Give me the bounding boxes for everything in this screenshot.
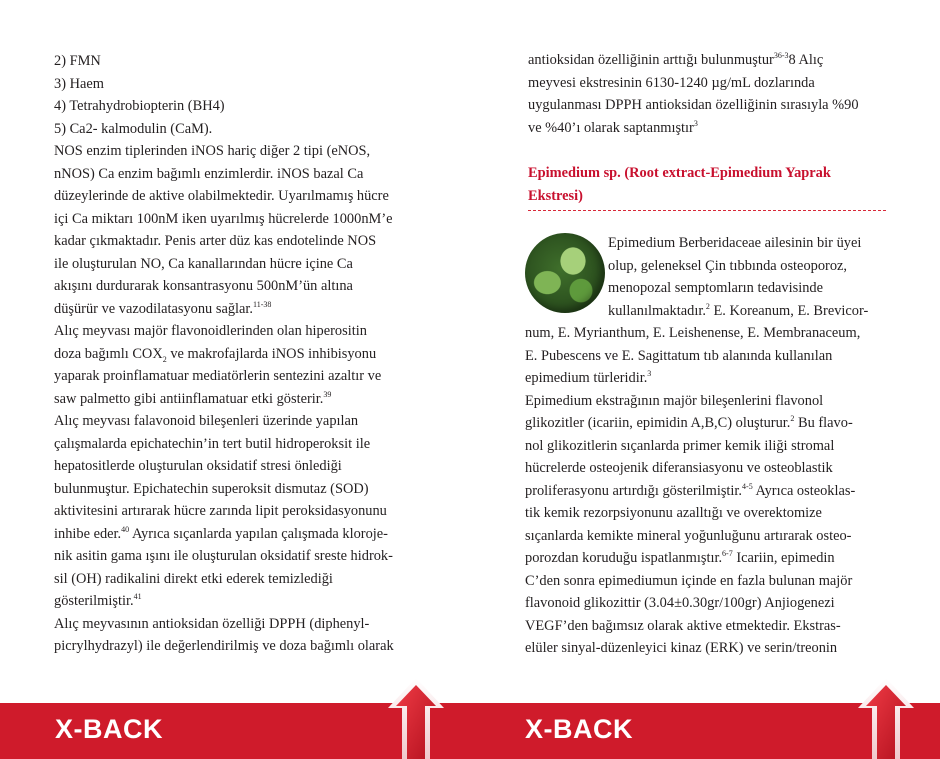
text-line: içi Ca miktarı 100nM iken uyarılmış hücrelerde 1000nM’e	[54, 210, 393, 227]
text-fragment: epimedium türleridir.	[525, 370, 648, 386]
reference-superscript: 39	[323, 389, 332, 399]
text-fragment: ve makrofajlarda iNOS inhibisyonu	[166, 345, 377, 362]
text-line: menopozal semptomların tedavisinde	[608, 280, 824, 296]
reference-superscript: 11-38	[253, 299, 272, 309]
text-line: hücrelerde osteojenik diferansiasyonu ve osteoblastik	[525, 460, 833, 476]
reference-superscript: 6-7	[722, 549, 733, 559]
reference-superscript: 2	[705, 301, 710, 311]
text-line	[54, 298, 416, 321]
text-line: 4) Tetrahydrobiopterin (BH4)	[54, 98, 225, 114]
text-line: hepatositlerde oluşturulan oksidatif stresi önlediği	[54, 458, 342, 474]
text-fragment: antioksidan özelliğinin arttığı bulunmuştur	[528, 52, 774, 68]
text-line: Alıç meyvası majör flavonoidlerinden olan hiperositin	[54, 323, 367, 339]
up-arrow-icon[interactable]	[858, 678, 914, 759]
reference-superscript: 40	[121, 524, 130, 534]
right-body-text	[525, 232, 893, 660]
text-fragment: glikozitler (icariin, epimidin A,B,C) oluşturur.	[525, 415, 791, 431]
text-line: nNOS) Ca enzim bağımlı enzimlerdir. iNOS bazal Ca	[54, 165, 364, 182]
text-fragment: doza bağımlı COX	[54, 345, 163, 362]
text-line: VEGF’den bağımsız olarak aktive etmektedir. Ekstras-	[525, 617, 841, 634]
text-line: ile oluşturulan NO, Ca kanallarından hücre içine Ca	[54, 255, 353, 272]
reference-superscript: 3	[693, 118, 698, 128]
text-fragment: E. Koreanum, E. Brevicor-	[709, 302, 869, 319]
brand-logo: X-BACK	[525, 714, 633, 744]
text-line	[525, 547, 893, 570]
right-page	[470, 0, 940, 759]
text-fragment: kullanılmaktadır.	[608, 302, 706, 319]
text-line: num, E. Myrianthum, E. Leishenense, E. Membranaceum,	[525, 325, 861, 341]
reference-superscript: 41	[133, 592, 142, 602]
text-line: aktivitesini artırarak hücre zarında lipit peroksidasyonunu	[54, 503, 387, 519]
text-fragment: Ayrıca sıçanlarda yapılan çalışmada kloroje-	[129, 525, 388, 542]
text-line: elüler sinyal-düzenleyici kinaz (ERK) ve serin/treonin	[525, 640, 838, 656]
text-fragment: gösterilmiştir.	[54, 593, 134, 609]
text-line: 2) FMN	[54, 53, 101, 69]
text-line	[528, 117, 890, 140]
text-line	[525, 480, 893, 503]
text-line: meyvesi ekstresinin 6130-1240 µg/mL dozlarında	[528, 74, 815, 91]
text-line: uygulanması DPPH antioksidan özelliğinin sırasıyla %90	[528, 97, 859, 113]
text-line: nik asitin gama ışını ile oluşturulan oksidatif sreste hidrok-	[54, 548, 393, 564]
text-line	[54, 523, 416, 546]
text-line	[525, 300, 893, 323]
text-line: Alıç meyvası falavonoid bileşenleri üzerinde yapılan	[54, 413, 359, 429]
reference-superscript: 3	[647, 369, 652, 379]
text-line: Epimedium ekstrağının majör bileşenlerini flavonol	[525, 392, 824, 409]
section-heading	[528, 162, 908, 207]
text-line	[54, 590, 416, 613]
text-fragment: Bu flavo-	[794, 415, 853, 431]
brand-logo: X-BACK	[55, 714, 163, 744]
text-fragment: Icariin, epimedin	[732, 550, 835, 566]
heading-line: Ekstresi)	[528, 187, 583, 204]
text-line	[525, 412, 893, 435]
text-line: C’den sonra epimediumun içinde en fazla bulunan majör	[525, 572, 853, 589]
text-line: Epimedium Berberidaceae ailesinin bir üyei	[608, 235, 862, 251]
text-line: nol glikozitlerin sıçanlarda primer kemik iliği stromal	[525, 437, 835, 454]
text-line	[54, 343, 416, 366]
heading-line: Epimedium sp. (Root extract-Epimedium Yaprak	[528, 165, 831, 181]
subscript: 2	[162, 354, 167, 364]
up-arrow-icon[interactable]	[388, 678, 444, 759]
text-line: kadar çıkmaktadır. Penis arter düz kas endotelinde NOS	[54, 233, 377, 249]
right-top-paragraph	[528, 49, 890, 139]
text-line	[525, 367, 893, 390]
text-fragment: proliferasyonu artırdığı gösterilmiştir.	[525, 482, 743, 499]
text-line: yaparak proinflamatuar mediatörlerin sentezini azaltır ve	[54, 368, 382, 384]
text-fragment: ve %40’ı olarak saptanmıştır	[528, 119, 694, 136]
text-fragment: 8 Alıç	[788, 52, 824, 68]
text-line: düzeylerinde de aktive olabilmektedir. Uyarılmamış hücre	[54, 188, 389, 204]
text-line: Alıç meyvasının antioksidan özelliği DPPH (diphenyl-	[54, 615, 370, 632]
left-text-column	[54, 50, 416, 658]
reference-superscript: 2	[790, 414, 795, 424]
text-fragment: düşürür ve vazodilatasyonu sağlar.	[54, 300, 254, 317]
text-fragment: porozdan koruduğu ispatlanmıştır.	[525, 550, 723, 566]
text-line: E. Pubescens ve E. Sagittatum tıb alanında kullanılan	[525, 347, 833, 364]
text-line: çalışmalarda epichatechin’in tert butil hidroperoksit ile	[54, 435, 371, 452]
text-line: 5) Ca2- kalmodulin (CaM).	[54, 120, 213, 137]
text-line: NOS enzim tiplerinden iNOS hariç diğer 2 tipi (eNOS,	[54, 143, 371, 159]
text-fragment: Ayrıca osteoklas-	[752, 482, 856, 499]
text-line: tik kemik rezorpsiyonunu azalltığı ve overektomize	[525, 505, 822, 521]
text-line: picrylhydrazyl) ile değerlendirilmiş ve doza bağımlı olarak	[54, 638, 394, 654]
reference-superscript: 4-5	[742, 481, 753, 491]
text-line	[54, 388, 416, 411]
dotted-divider	[528, 210, 886, 211]
text-line: bulunmuştur. Epichatechin superoksit dismutaz (SOD)	[54, 480, 369, 497]
text-line: 3) Haem	[54, 75, 104, 92]
text-line: sıçanlarda kemikte mineral yoğunluğunu artırarak osteo-	[525, 527, 852, 544]
text-fragment: saw palmetto gibi antiinflamatuar etki gösterir.	[54, 390, 324, 407]
text-line: akışını durdurarak konsantrasyonu 500nM’ün altına	[54, 278, 353, 294]
reference-superscript: 36-3	[773, 51, 789, 61]
text-line	[528, 49, 890, 72]
text-fragment: inhibe eder.	[54, 525, 122, 542]
text-line: olup, geleneksel Çin tıbbında osteoporoz,	[608, 257, 847, 274]
text-line: sil (OH) radikalini direkt etki ederek temizlediği	[54, 570, 333, 587]
text-line: flavonoid glikozittir (3.04±0.30gr/100gr) Anjiogenezi	[525, 595, 835, 611]
